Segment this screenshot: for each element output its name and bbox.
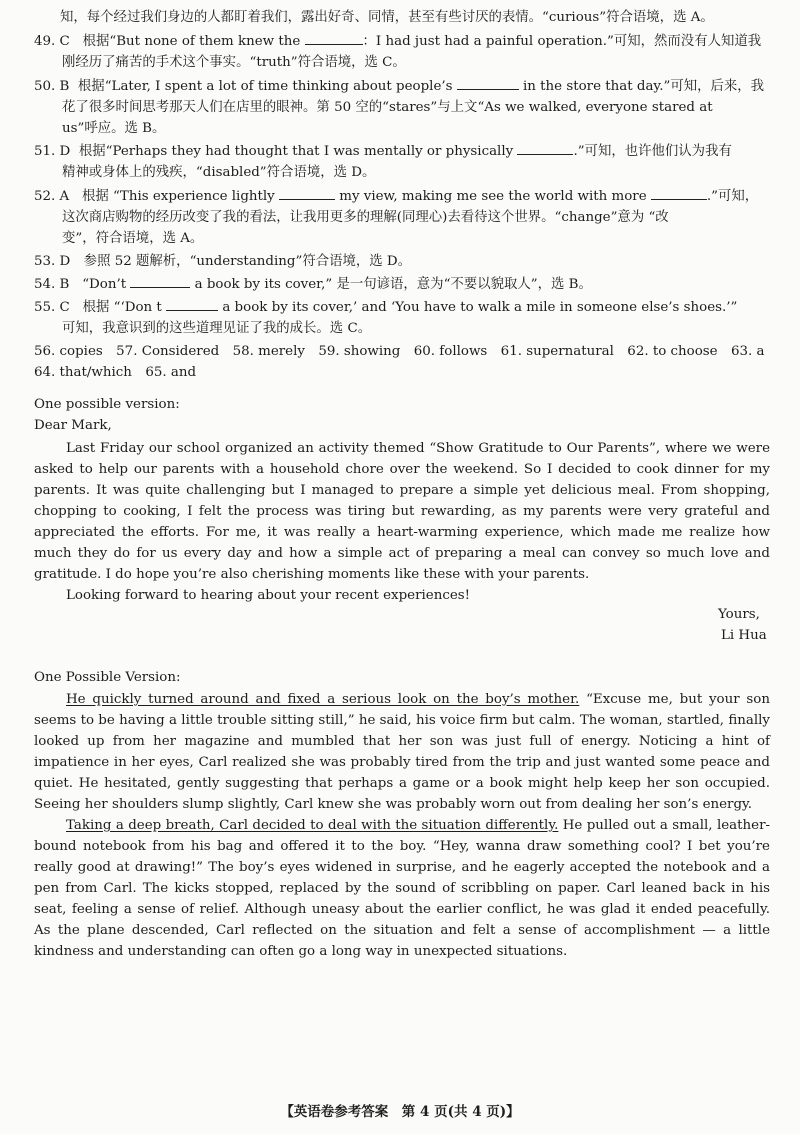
- blank-line: [130, 275, 190, 288]
- blank-line: [279, 187, 335, 200]
- letter-heading: One possible version:: [34, 397, 180, 412]
- item-53: 53. D 参照 52 题解析，“understanding”符合语境，选 D。: [34, 254, 412, 269]
- item-54: 54. B “Don’t a book by its cover,” 是一句谚语，意为“不要以貌取人”，选 B。: [34, 277, 592, 292]
- item-48-continuation: 知，每个经过我们身边的人都盯着我们，露出好奇、同情，甚至有些讨厌的表情。“curious”符合语境，选 A。: [60, 10, 714, 25]
- story-heading: One Possible Version:: [34, 670, 181, 685]
- item-55-line2: 可知，我意识到的这些道理见证了我的成长。选 C。: [62, 321, 372, 336]
- letter-closing: Yours,: [718, 607, 760, 622]
- page-footer: 【英语卷参考答案 第 4 页(共 4 页)】: [280, 1104, 520, 1120]
- story-p1-opening-sentence: He quickly turned around and fixed a serious look on the boy’s mother.: [66, 692, 580, 707]
- answer-number: 51. D: [34, 144, 71, 159]
- answer-number: 55. C: [34, 300, 70, 315]
- answer-number: 50. B: [34, 79, 70, 94]
- blank-line: [517, 142, 573, 155]
- blank-line: [305, 32, 363, 45]
- answer-number: 49. C: [34, 34, 70, 49]
- item-49-line2: 刚经历了痛苦的手术这个事实。“truth”符合语境，选 C。: [62, 55, 406, 70]
- story-paragraph-2: Taking a deep breath, Carl decided to deal with the situation differently. He pulled out a small, leather-bound notebook from his bag and offered it to the boy. “Hey, wanna draw something cool? I bet you’re really good at drawing!” The boy’s eyes widened in surprise, and he eagerly accepted the notebook and a pen from Carl. The kicks stopped, replaced by the sound of scribbling on paper. Carl leaned back in his seat, feeling a sense of relief. Although uneasy about the earlier conflict, he was glad it ended peacefully. As the plane descended, Carl reflected on the situation and felt a sense of accomplishment — a little kindness and understanding can often go a long way in unexpected situations.: [34, 818, 770, 959]
- item-52: 52. A 根据 “This experience lightly my view, making me see the world with more .”可知，: [34, 189, 759, 204]
- grammar-answers-line1: 56. copies 57. Considered 58. merely 59. showing 60. follows 61. supernatural 62. to choose 63. a: [34, 344, 765, 359]
- letter-body: Last Friday our school organized an activity themed “Show Gratitude to Our Parents”, where we were asked to help our parents with a household chore over the weekend. So I decided to cook dinner for my parents. It was quite challenging but I managed to prepare a simple yet delicious meal. From shopping, chopping to cooking, I felt the process was tiring but rewarding, as my parents were very grateful and appreciated the efforts. For me, it was really a heart-warming experience, which made me realize how much they do for us every day and how a simple act of preparing a meal can convey so much love and gratitude. I do hope you’re also cherishing moments like these with your parents.: [34, 441, 770, 582]
- item-55: 55. C 根据 “‘Don t a book by its cover,’ and ‘You have to walk a mile in someone else’s shoes.’”: [34, 300, 738, 315]
- grammar-answers-line2: 64. that/which 65. and: [34, 365, 197, 380]
- blank-line: [166, 298, 218, 311]
- item-51-line2: 精神或身体上的残疾，“disabled”符合语境，选 D。: [62, 165, 376, 180]
- story-paragraph-1: He quickly turned around and fixed a serious look on the boy’s mother. “Excuse me, but your son seems to be having a little trouble sitting still,” he said, his voice firm but calm. The woman, startled, finally looked up from her magazine and mumbled that her son was just full of energy. Noticing a hint of impatience in her eyes, Carl realized she was probably tired from the trip and just wanted some peace and quiet. He hesitated, gently suggesting that perhaps a game or a book might help keep her son occupied. Seeing her shoulders slump slightly, Carl knew she was probably worn out from dealing her son’s energy.: [34, 692, 770, 812]
- item-49: 49. C 根据“But none of them knew the ：I had just had a painful operation.”可知，然而没有人知道我: [34, 34, 762, 49]
- blank-line: [457, 77, 519, 90]
- item-50-line3: us”呼应。选 B。: [62, 121, 166, 136]
- item-50-line2: 花了很多时间思考那天人们在店里的眼神。第 50 空的“stares”与上文“As we walked, everyone stared at: [62, 100, 713, 115]
- letter-salutation: Dear Mark,: [34, 418, 112, 433]
- item-52-line3: 变”，符合语境，选 A。: [62, 231, 204, 246]
- answer-number: 52. A: [34, 189, 70, 204]
- item-50: 50. B 根据“Later, I spent a lot of time thinking about people’s in the store that day.”可知，后来，我: [34, 79, 765, 94]
- item-51: 51. D 根据“Perhaps they had thought that I was mentally or physically .”可知，也许他们认为我有: [34, 144, 732, 159]
- story-p2-opening-sentence: Taking a deep breath, Carl decided to deal with the situation differently.: [66, 818, 559, 833]
- blank-line: [651, 187, 707, 200]
- answer-number: 54. B: [34, 277, 70, 292]
- item-52-line2: 这次商店购物的经历改变了我的看法，让我用更多的理解(同理心)去看待这个世界。“change”意为 “改: [62, 210, 669, 225]
- letter-signature: Li Hua: [721, 628, 767, 643]
- letter-closing-line: Looking forward to hearing about your recent experiences!: [66, 588, 471, 603]
